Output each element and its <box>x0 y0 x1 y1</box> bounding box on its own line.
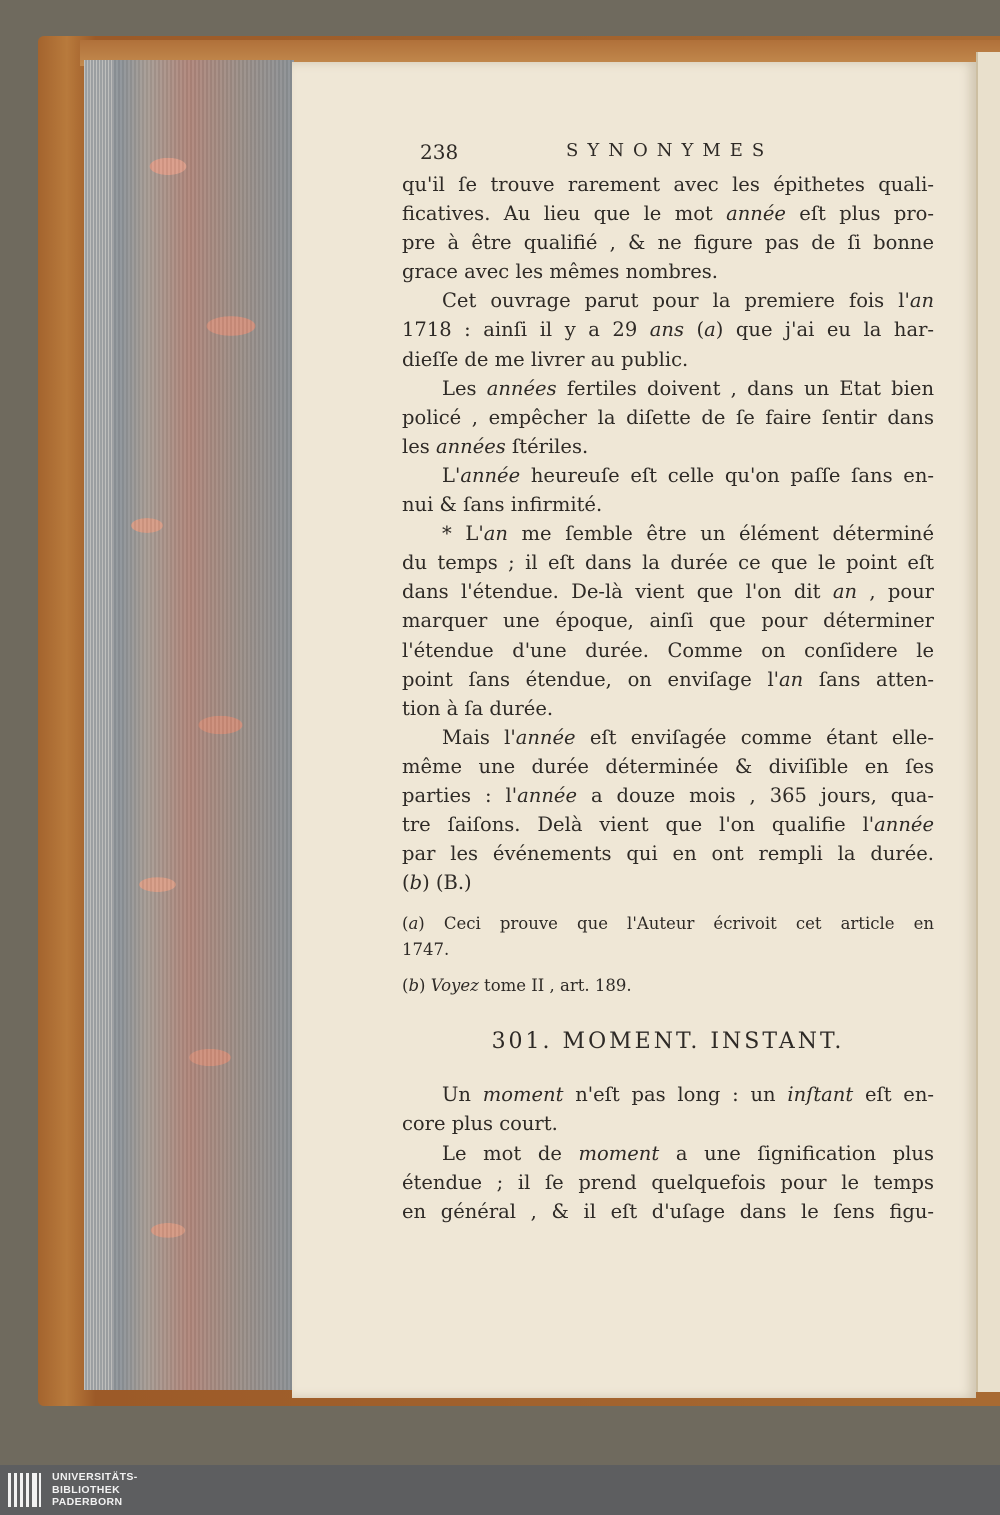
section-text <box>402 1080 934 1225</box>
text-run: * L' <box>442 522 484 546</box>
text-run: Cet ouvrage parut pour la premiere fois l' <box>442 289 910 313</box>
text-line <box>402 548 934 577</box>
italic-word: an <box>909 289 934 313</box>
italic-word: moment <box>482 1083 564 1107</box>
italic-word: années <box>486 376 557 400</box>
italic-word: a <box>408 914 419 934</box>
text-line <box>402 490 934 519</box>
text-run: eſt plus pro- <box>785 202 935 226</box>
text-line <box>402 228 934 257</box>
facing-page-edge <box>976 52 1000 1392</box>
italic-word: b <box>409 871 423 895</box>
text-line <box>402 519 934 548</box>
logo-line-2: BIBLIOTHEK <box>52 1483 121 1496</box>
section-title: 301. MOMENT. INSTANT. <box>491 1029 845 1055</box>
italic-word: an <box>832 580 857 604</box>
italic-word: ans <box>649 318 684 342</box>
text-run: fertiles doivent , dans un Etat bien <box>556 376 934 400</box>
text-line <box>402 199 934 228</box>
text-run: l'étendue d'une durée. Comme on conſidere le <box>402 638 934 662</box>
italic-word: an <box>779 667 804 691</box>
text-run: eſt en- <box>853 1083 934 1107</box>
footnote-line <box>402 973 934 999</box>
text-run: ficatives. Au lieu que le mot <box>402 202 727 226</box>
text-line <box>402 694 934 723</box>
text-line <box>402 665 934 694</box>
italic-word: année <box>515 725 576 749</box>
footnote-line <box>402 937 934 963</box>
text-run: par les événements qui en ont rempli la durée. <box>402 842 934 866</box>
italic-word: Voyez <box>430 976 479 996</box>
italic-word: année <box>517 783 577 807</box>
body-text <box>402 170 934 897</box>
footnote-line <box>402 911 934 937</box>
text-run: eſt enviſagée comme étant elle- <box>575 725 934 749</box>
text-line <box>402 606 934 635</box>
italic-word: année <box>460 463 521 487</box>
text-run: pre à être qualifié , & ne figure pas de ſi bonne <box>402 231 934 255</box>
text-run: étendue ; il ſe prend quelquefois pour le temps <box>402 1170 934 1194</box>
italic-word: années <box>435 434 506 458</box>
text-run: même une durée déterminée & diviſible en ſes <box>402 754 934 778</box>
text-run: a douze mois , 365 jours, qua- <box>576 783 934 807</box>
text-run: ſtériles. <box>505 434 589 458</box>
text-run: Le mot de <box>442 1141 579 1165</box>
text-line <box>402 374 934 403</box>
text-run: policé , empêcher la diſette de ſe faire ſentir dans <box>402 405 934 429</box>
text-line <box>402 1197 934 1226</box>
text-run: qu'il ſe trouve rarement avec les épithetes quali- <box>402 173 934 196</box>
text-line <box>402 810 934 839</box>
library-logo-icon <box>8 1473 42 1507</box>
library-footer <box>0 1465 1000 1515</box>
text-run: me ſemble être un élément déterminé <box>507 522 934 546</box>
text-line <box>402 403 934 432</box>
text-run: tome II , art. 189. <box>478 976 632 996</box>
italic-word: a <box>704 318 716 342</box>
text-run: core plus court. <box>402 1112 558 1136</box>
text-run: ( <box>402 914 409 934</box>
logo-line-1: UNIVERSITÄTS- <box>52 1471 138 1483</box>
text-run: Les <box>442 376 487 400</box>
text-line <box>402 461 934 490</box>
text-run: ( <box>402 976 409 996</box>
library-logo-text <box>52 1471 138 1509</box>
text-run: nui & ſans infirmité. <box>402 493 603 517</box>
text-line <box>402 432 934 461</box>
text-run: parties : l' <box>402 783 518 807</box>
text-run: a une ſignification plus <box>659 1141 934 1165</box>
text-run: du temps ; il eſt dans la durée ce que le point eſt <box>402 551 934 575</box>
italic-word: b <box>408 976 419 996</box>
text-line <box>402 1139 934 1168</box>
text-line <box>402 752 934 781</box>
text-run: ſans atten- <box>803 667 934 691</box>
text-run: , pour <box>857 580 934 604</box>
text-line <box>402 257 934 286</box>
footnotes <box>402 911 934 999</box>
text-run: Un <box>442 1083 483 1107</box>
text-run: ( <box>683 318 705 342</box>
marbled-page-edges <box>84 60 294 1390</box>
text-run: marquer une époque, ainſi que pour déterminer <box>402 609 934 633</box>
text-line <box>402 781 934 810</box>
text-run: ) Ceci prouve que l'Auteur écrivoit cet article en <box>418 914 934 934</box>
running-head <box>402 140 934 170</box>
text-line <box>402 1109 934 1138</box>
text-line <box>402 636 934 665</box>
text-run: point ſans étendue, on enviſage l' <box>402 667 780 691</box>
text-run: n'eſt pas long : un <box>563 1083 788 1107</box>
text-line <box>402 1168 934 1197</box>
text-line <box>402 170 934 199</box>
running-head-title: SYNONYMES <box>566 140 774 161</box>
page-text <box>402 140 934 1226</box>
text-run: ) (B.) <box>422 871 472 895</box>
text-run: en général , & il eſt d'uſage dans le ſens figu- <box>402 1199 934 1223</box>
text-run: tion à ſa durée. <box>402 696 554 720</box>
text-run: ) <box>419 976 431 996</box>
text-run: 1747. <box>402 940 450 960</box>
text-run: dieſſe de me livrer au public. <box>402 347 689 371</box>
text-run: grace avec les mêmes nombres. <box>402 260 718 284</box>
text-line <box>402 1080 934 1109</box>
text-run: Mais l' <box>442 725 516 749</box>
page-number: 238 <box>420 140 459 164</box>
logo-line-3: PADERBORN <box>52 1496 123 1508</box>
text-run: ( <box>402 871 410 895</box>
text-run: L' <box>442 463 461 487</box>
text-run: ) que j'ai eu la har- <box>715 318 934 342</box>
text-run: tre ſaiſons. Delà vient que l'on qualifie l' <box>402 813 875 837</box>
text-line <box>402 723 934 752</box>
text-run: dans l'étendue. De-là vient que l'on dit <box>402 580 833 604</box>
italic-word: an <box>483 522 508 546</box>
text-run: 1718 : ainſi il y a 29 <box>402 318 650 342</box>
page-block-edge <box>84 60 114 1390</box>
italic-word: moment <box>578 1141 660 1165</box>
text-line <box>402 286 934 315</box>
text-line <box>402 839 934 868</box>
text-line <box>402 345 934 374</box>
italic-word: année <box>874 813 934 837</box>
text-line <box>402 315 934 344</box>
italic-word: inſtant <box>787 1083 854 1107</box>
text-line <box>402 577 934 606</box>
text-run: les <box>402 434 436 458</box>
text-line <box>402 868 934 897</box>
italic-word: année <box>726 202 786 226</box>
text-run: heureuſe eſt celle qu'on paſſe ſans en- <box>520 463 934 487</box>
